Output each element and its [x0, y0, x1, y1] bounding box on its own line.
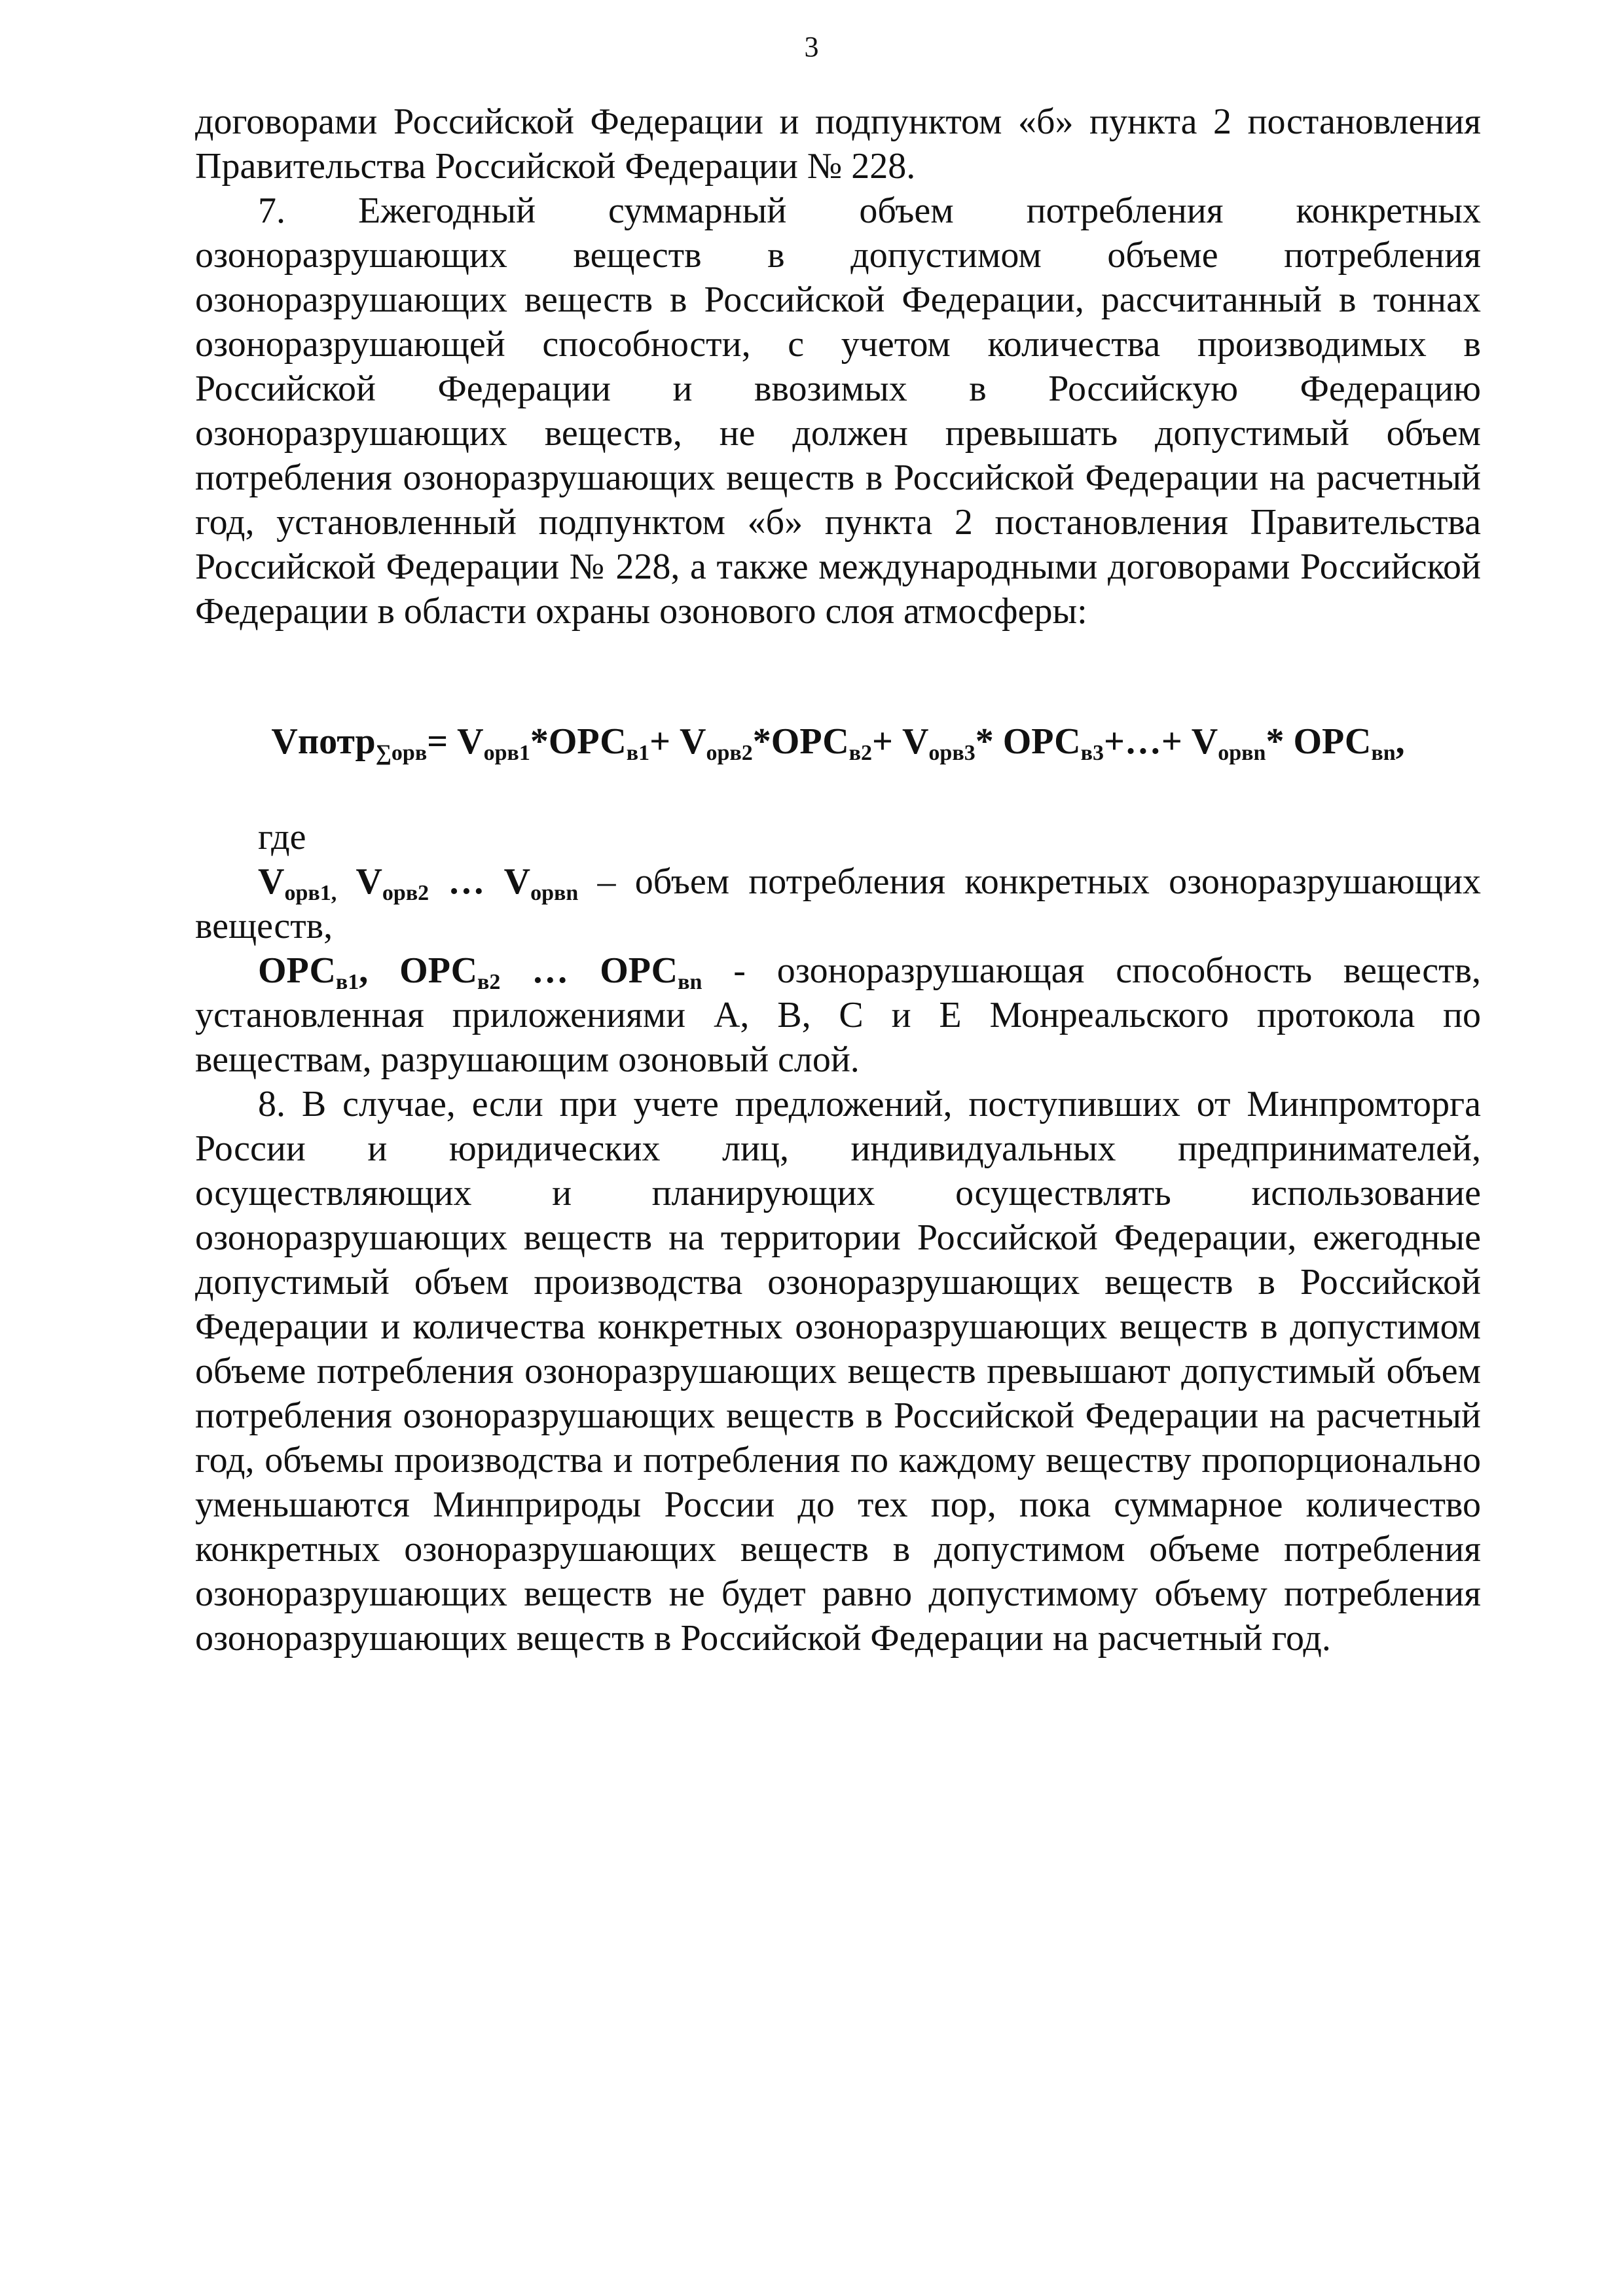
definition-ozone-capacity [195, 948, 1481, 1082]
paragraph-continuation: договорами Российской Федерации и подпунктом «б» пункта 2 постановления Правительства Российской Федерации № 228. [195, 101, 1481, 187]
page-number: 3 [804, 31, 819, 63]
def1-sub1: орв1, [284, 881, 337, 905]
def2-o1: ОРС [258, 950, 336, 991]
definition-volume [195, 859, 1481, 948]
formula-plus-1: + [649, 721, 680, 762]
def2-dots: … [500, 950, 600, 991]
formula-lhs: Vпотр [271, 721, 376, 762]
def1-v2: V [337, 861, 382, 902]
formula-term3-ops: * ОРС [975, 721, 1081, 762]
def2-o2: ОРС [399, 950, 478, 991]
def1-v: V [258, 861, 285, 902]
paragraph-8: 8. В случае, если при учете предложений, поступивших от Минпромторга России и юридических лиц, индивидуальных предпринимателей, осуществляющих и планирующих осуществлять использование озоноразрушающих веществ на территории Российской Федерации, ежегодные допустимый объем производства озоноразрушающих веществ в Российской Федерации и количества конкретных озоноразрушающих веществ в допустимом объеме потребления озоноразрушающих веществ превышают допустимый объем потребления озоноразрушающих веществ в Российской Федерации на расчетный год, объемы производства и потребления по каждому веществу пропорционально уменьшаются Минприроды России до тех пор, пока суммарное количество конкретных озоноразрушающих веществ в допустимом объеме потребления озоноразрушающих веществ не будет равно допустимому объему потребления озоноразрушающих веществ в Российской Федерации на расчетный год. [195, 1084, 1481, 1659]
def2-text: - озоноразрушающая способность веществ, установленная приложениями А, В, С и Е Монреальского протокола по веществам, разрушающим озоновый слой. [195, 950, 1482, 1080]
formula-end: , [1395, 721, 1405, 762]
formula-termn-v: V [1191, 721, 1218, 762]
def2-sub2: в2 [477, 970, 501, 994]
def1-sub2: орв2 [382, 881, 429, 905]
def2-sep1: , [359, 950, 400, 991]
formula-equals: = [427, 721, 458, 762]
def2-sub1: в1 [335, 970, 359, 994]
formula-termn-ops-sub: вn [1371, 741, 1396, 765]
formula-term1-ops: *ОРС [530, 721, 627, 762]
formula-termn-ops: * ОРС [1266, 721, 1372, 762]
where-word: где [258, 817, 306, 857]
def1-text: – объем потребления конкретных озоноразрушающих веществ, [195, 861, 1481, 946]
formula-plus-2: + [872, 721, 902, 762]
definitions-block [195, 815, 1481, 1660]
formula-term1-ops-sub: в1 [626, 741, 650, 765]
formula-term2-v: V [680, 721, 706, 762]
consumption-formula [195, 715, 1481, 768]
formula-term3-v-sub: орв3 [928, 741, 976, 765]
formula-lhs-sub: ∑орв [375, 741, 428, 765]
paragraph-7: 7. Ежегодный суммарный объем потребления конкретных озоноразрушающих веществ в допустимом объеме потребления озоноразрушающих веществ в Российской Федерации, рассчитанный в тоннах озоноразрушающей способности, с учетом количества производимых в Российской Федерации и ввозимых в Российскую Федерацию озоноразрушающих веществ, не должен превышать допустимый объем потребления озоноразрушающих веществ в Российской Федерации на расчетный год, установленный подпунктом «б» пункта 2 постановления Правительства Российской Федерации № 228, а также международными договорами Российской Федерации в области охраны озонового слоя атмосферы: [195, 190, 1481, 632]
def2-o3: ОРС [600, 950, 678, 991]
formula-term2-v-sub: орв2 [706, 741, 753, 765]
formula-term3-ops-sub: в3 [1080, 741, 1104, 765]
def2-sub3: вn [678, 970, 702, 994]
def1-v3: V [503, 861, 531, 902]
def1-sub3: орвn [530, 881, 579, 905]
formula-term2-ops-sub: в2 [848, 741, 873, 765]
formula-term1-v: V [457, 721, 484, 762]
upper-text-block [195, 99, 1481, 634]
formula-term1-v-sub: орв1 [483, 741, 530, 765]
formula-termn-v-sub: орвn [1218, 741, 1266, 765]
formula-term2-ops: *ОРС [752, 721, 849, 762]
formula-term3-v: V [902, 721, 929, 762]
def1-dots: … [429, 861, 504, 902]
formula-plus-3: +…+ [1103, 721, 1192, 762]
